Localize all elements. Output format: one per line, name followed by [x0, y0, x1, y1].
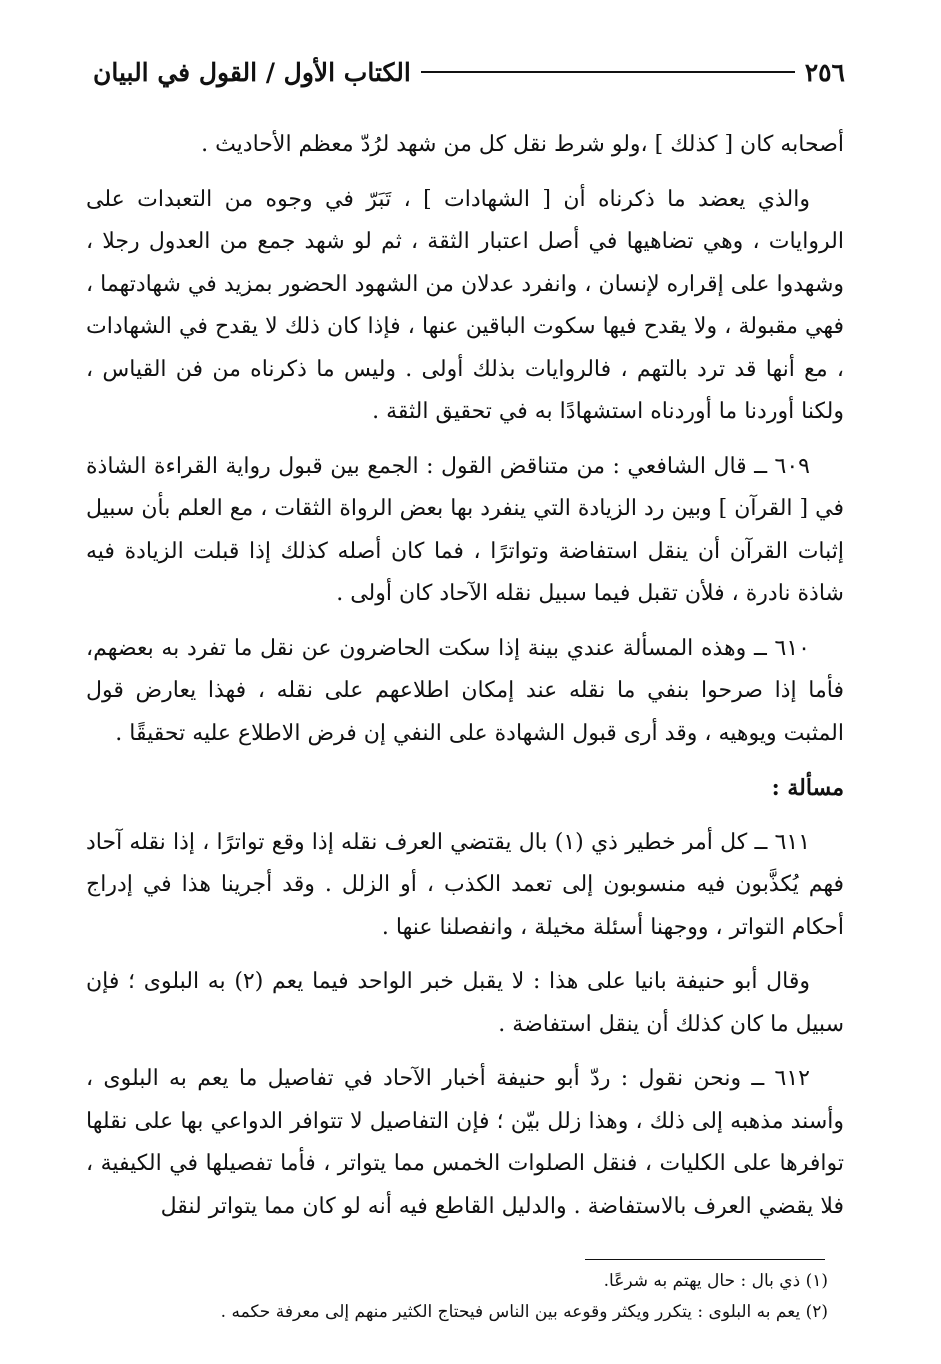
paragraph-609: ٦٠٩ ــ قال الشافعي : من متناقض القول : الجمع بين قبول رواية القراءة الشاذة في [ القرآن ] وبين رد الزيادة التي ينفرد بها بعض الرواة الثقات ، مع العلم بأن سبيل إثبات القرآن أن ينقل استفاضة وتواترًا ، فما كان أصله كذلك إذا قبلت الزيادة فيه شاذة نادرة ، فلأن تقبل فيما سبيل نقله الآحاد كان أولى .	[86, 453, 844, 606]
paragraph: وقال أبو حنيفة بانيا على هذا : لا يقبل خبر الواحد فيما يعم (٢) به البلوى ؛ فإن سبيل ما كان كذلك أن ينقل استفاضة .	[86, 969, 844, 1037]
paragraph: والذي يعضد ما ذكرناه أن [ الشهادات ] ، تَبَرّ في وجوه من التعبدات على الروايات ، وهي تضاهيها في أصل اعتبار الثقة ، ثم لو شهد جمع من العدول رجلا ، وشهدوا على إقراره لإنسان ، وانفرد عدلان من الشهود الحضور بمزيد في شهادتهما ، فهي مقبولة ، ولا يقدح فيها سكوت الباقين عنها ، فإذا كان ذلك لا يقدح في الشهادات ، مع أنها قد ترد بالتهم ، فالروايات بذلك أولى . وليس ما ذكرناه من فن القياس ، ولكنا أوردنا ما أوردناه استشهادًا به في تحقيق الثقة .	[86, 186, 844, 424]
section-heading: مسألة :	[771, 775, 844, 801]
footnote-1: (١) ذي بال : حال يهتم به شرعًا.	[603, 1271, 828, 1291]
running-title: الكتاب الأول / القول في البيان	[93, 57, 411, 87]
footnotes	[200, 1266, 828, 1328]
main-text	[86, 124, 844, 1240]
header-rule	[421, 71, 795, 73]
paragraph: أصحابه كان [ كذلك ] ،ولو شرط نقل كل من شهد لرُدّ معظم الأحاديث .	[201, 132, 844, 157]
paragraph-611: ٦١١ ــ كل أمر خطير ذي (١) بال يقتضي العرف نقله إذا وقع تواترًا ، إذا نقله آحاد فهم يُكذَّبون فيه منسوبون إلى تعمد الكذب ، أو الزلل . وقد أجرينا هذا في إدراج أحكام التواتر ، ووجهنا أسئلة مخيلة ، وانفصلنا عنها .	[86, 829, 844, 940]
page-number: ٢٥٦	[804, 57, 845, 87]
footnote-separator	[585, 1259, 825, 1260]
paragraph-610: ٦١٠ ــ وهذه المسألة عندي بينة إذا سكت الحاضرون عن نقل ما تفرد به بعضهم، فأما إذا صرحوا بنفي ما نقله عند إمكان اطلاعهم على نقله ، فهذا يعارض قول المثبت ويوهيه ، وقد أرى قبول الشهادة على النفي إن فرض الاطلاع عليه تحقيقًا .	[86, 635, 844, 746]
footnote-2: (٢) يعم به البلوى : يتكرر ويكثر وقوعه بين الناس فيحتاج الكثير منهم إلى معرفة حكمه .	[220, 1302, 828, 1322]
page-header	[93, 52, 845, 92]
paragraph-612: ٦١٢ ــ ونحن نقول : ردّ أبو حنيفة أخبار الآحاد في تفاصيل ما يعم به البلوى ، وأسند مذهبه إلى ذلك ، وهذا زلل بيّن ؛ فإن التفاصيل لا تتوافر الدواعي بها على نقلها توافرها على الكليات ، فنقل الصلوات الخمس مما يتواتر ، فأما تفصيلها في الكيفية ، فلا يقضي العرف بالاستفاضة . والدليل القاطع فيه أنه لو كان مما يتواتر لنقل	[86, 1066, 844, 1219]
